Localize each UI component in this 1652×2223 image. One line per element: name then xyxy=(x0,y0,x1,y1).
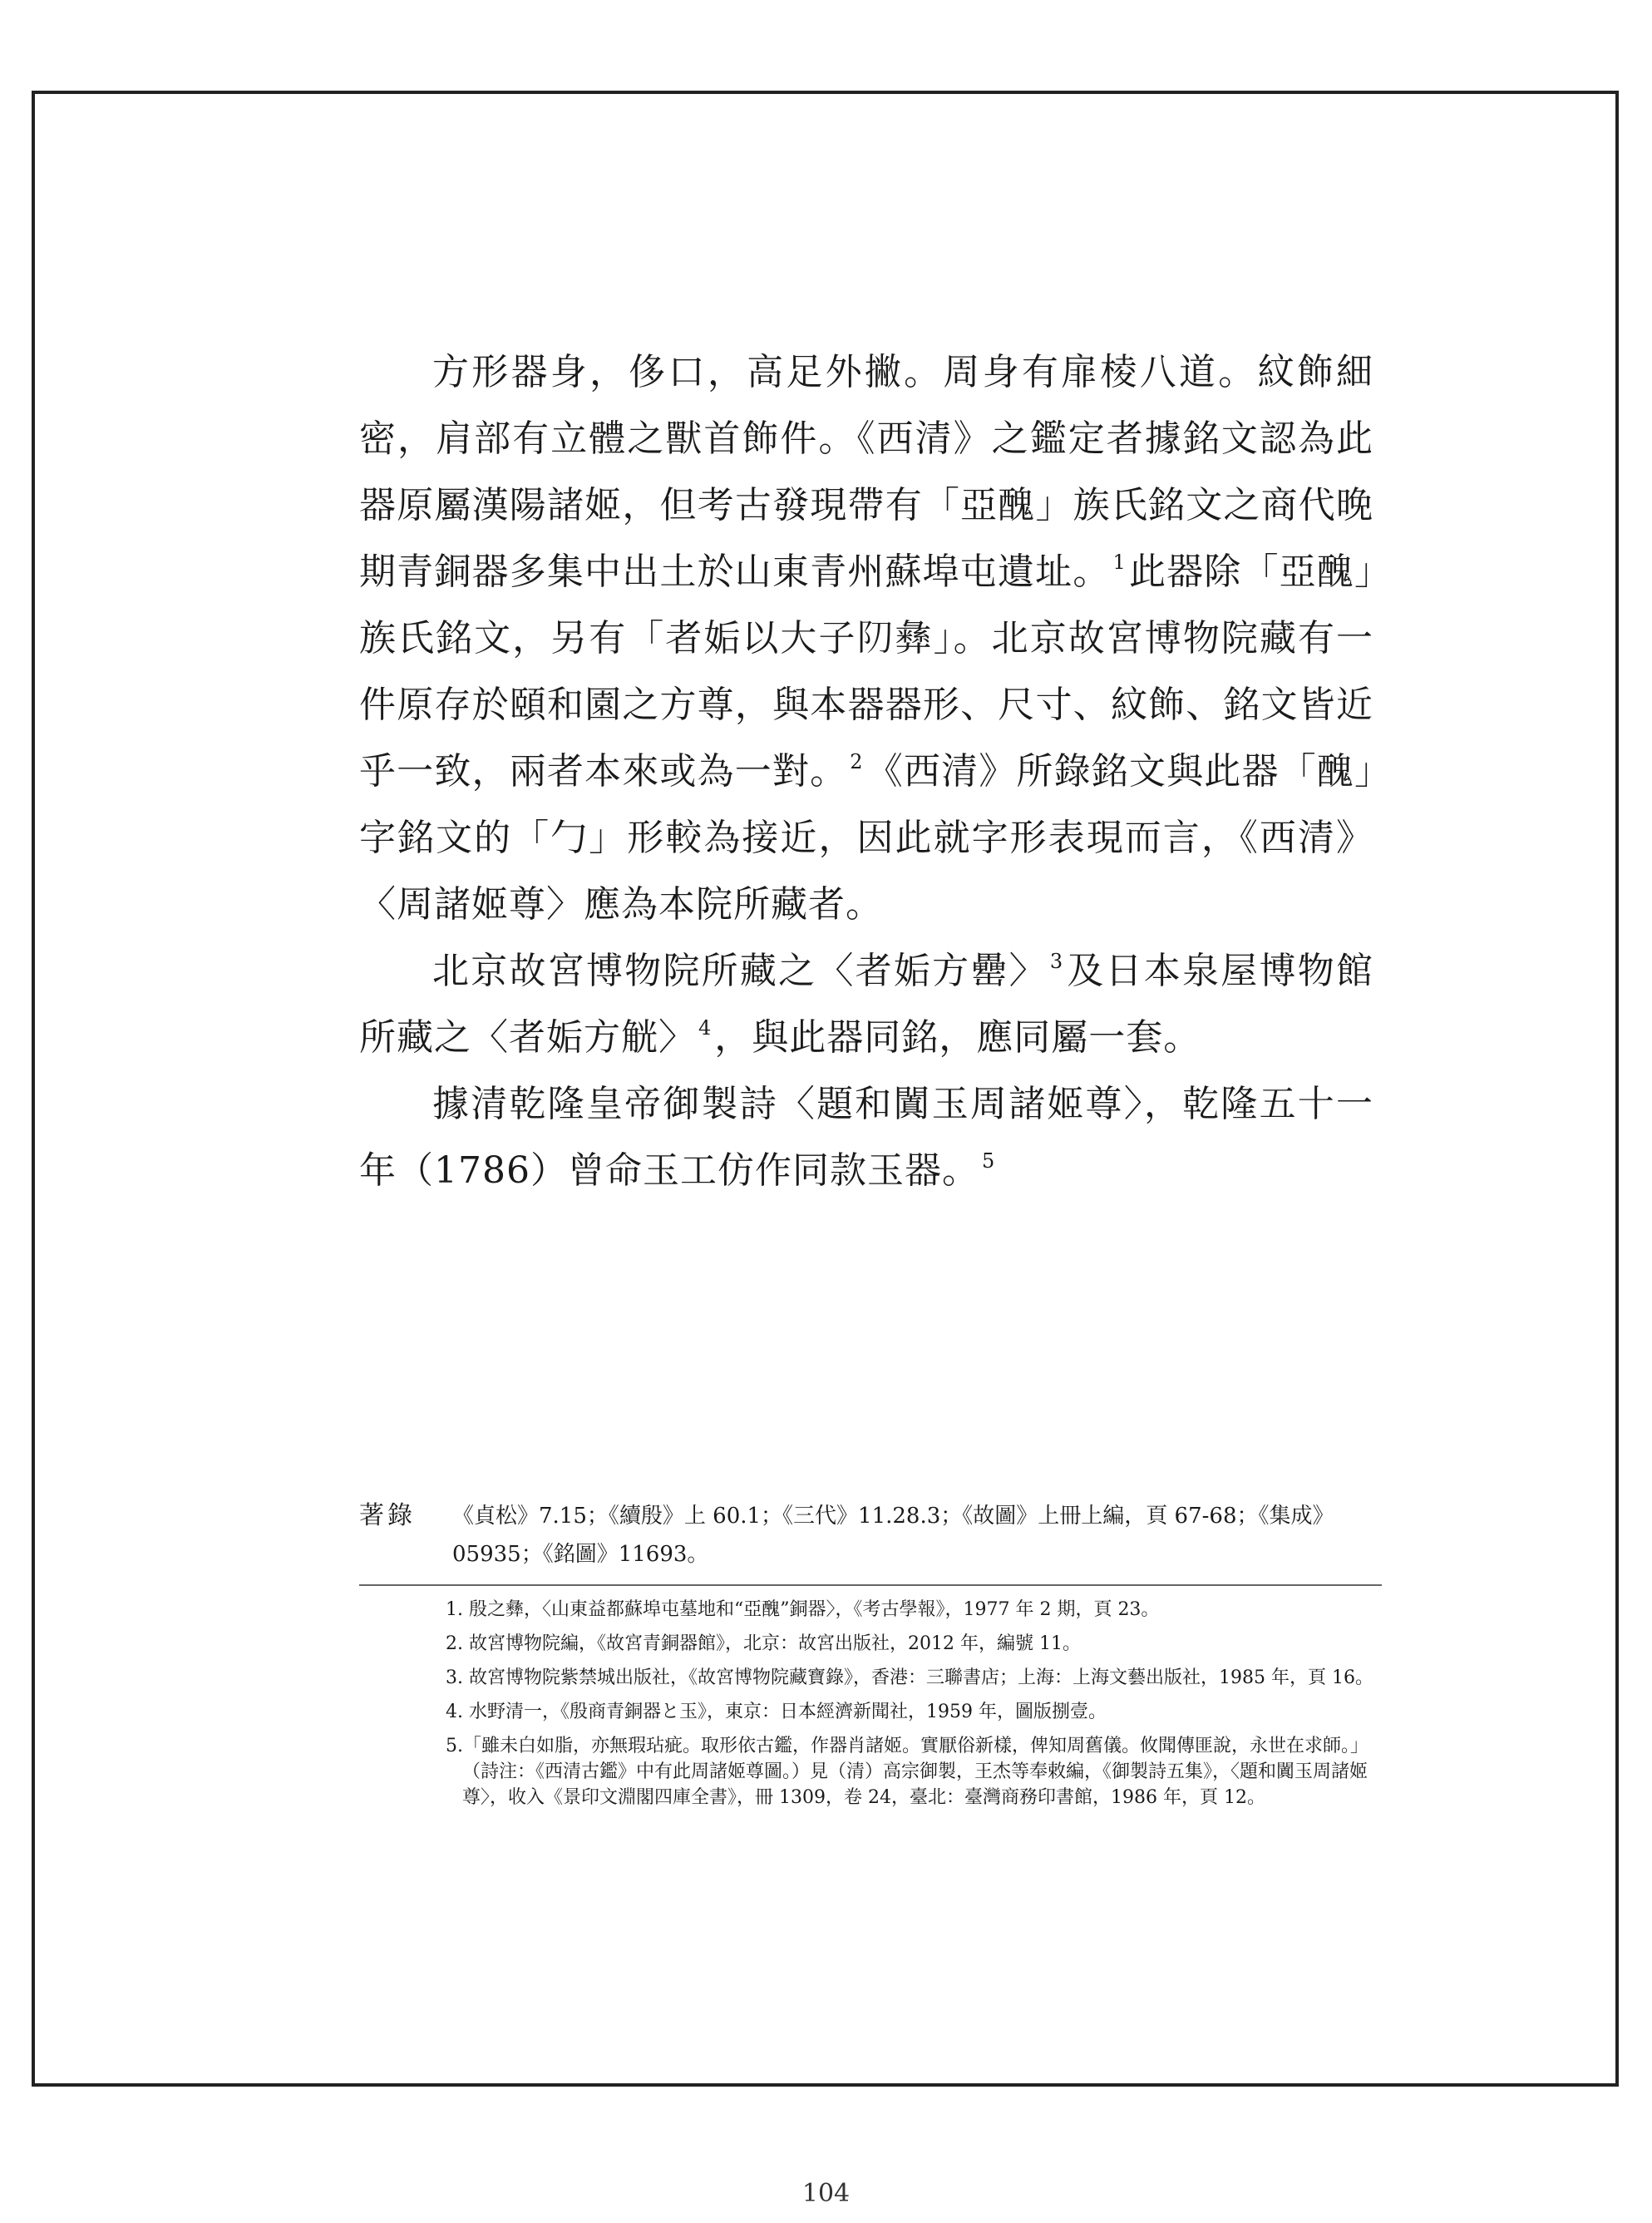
footnote-ref-4[interactable]: 4 xyxy=(698,1016,713,1040)
footnotes-list xyxy=(446,1597,1377,1819)
footnote-ref-5[interactable]: 5 xyxy=(981,1149,996,1173)
paragraph-2-sentence-3: ，與此器同銘，應同屬一套。 xyxy=(714,1016,1201,1059)
footnote-ref-2[interactable]: 2 xyxy=(850,750,864,773)
paragraph-3-sentence-1: 據清乾隆皇帝御製詩〈題和闐玉周諸姬尊〉，乾隆五十一年（1786）曾命玉工仿作同款玉器。 xyxy=(359,1083,1373,1192)
footnote-item: 5.「雖未白如脂，亦無瑕玷疵。取形依古鑑，作器肖諸姬。實厭俗新樣，俾知周舊儀。攸聞傳匪說，永世在求師。」（詩注：《西清古鑑》中有此周諸姬尊圖。）見（清）高宗御製，王杰等奉敕編，《御製詩五集》，〈題和闐玉周諸姬尊〉，收入《景印文淵閣四庫全書》，冊 1309，卷 24，臺北：臺灣商務印書館，1986 年，頁 12。 xyxy=(446,1736,1368,1808)
main-text xyxy=(359,339,1373,1204)
paragraph-1 xyxy=(359,339,1373,938)
catalog-records xyxy=(359,1497,1378,1573)
paragraph-2-sentence-2: 及日本泉屋博物館所藏之〈者姤方觥〉 xyxy=(359,950,1373,1059)
paragraph-1-sentence-1: 方形器身，侈口，高足外撇。周身有扉棱八道。紋飾細密，肩部有立體之獸首飾件。《西清》之鑑定者據銘文認為此器原屬漢陽諸姬，但考古發現帶有「亞醜」族氏銘文之商代晚期青銅器多集中出土於山東青州蘇埠屯遺址。 xyxy=(359,351,1373,593)
paragraph-2-sentence-1: 北京故宮博物院所藏之〈者姤方罍〉 xyxy=(432,950,1048,992)
footnote-item: 1. 殷之彝，〈山東益都蘇埠屯墓地和“亞醜”銅器〉，《考古學報》，1977 年 2 期，頁 23。 xyxy=(446,1599,1160,1620)
records-label: 著錄 xyxy=(359,1501,416,1530)
paragraph-1-sentence-3: 《西清》所錄銘文與此器「醜」字銘文的「勹」形較為接近，因此就字形表現而言，《西清》〈周諸姬尊〉應為本院所藏者。 xyxy=(359,750,1374,926)
footnote-item: 3. 故宮博物院紫禁城出版社，《故宮博物院藏寶錄》，香港：三聯書店；上海：上海文藝出版社，1985 年，頁 16。 xyxy=(446,1667,1373,1688)
footnote-ref-3[interactable]: 3 xyxy=(1049,950,1064,973)
paragraph-2 xyxy=(359,938,1373,1071)
footnote-ref-1[interactable]: 1 xyxy=(1112,551,1127,574)
paragraph-1-sentence-2: 此器除「亞醜」族氏銘文，另有「者姤以大子𨸓彝」。北京故宮博物院藏有一件原存於頤和園之方尊，與本器器形、尺寸、紋飾、銘文皆近乎一致，兩者本來或為一對。 xyxy=(359,551,1374,793)
footnote-divider xyxy=(359,1584,1382,1586)
paragraph-3 xyxy=(359,1071,1373,1204)
records-text: 《貞松》7.15；《續殷》上 60.1；《三代》11.28.3；《故圖》上冊上編，頁 67-68；《集成》05935；《銘圖》11693。 xyxy=(452,1504,1334,1567)
page-number: 104 xyxy=(801,2179,851,2208)
footnote-item: 2. 故宮博物院編，《故宮青銅器館》，北京：故宮出版社，2012 年，編號 11。 xyxy=(446,1633,1081,1654)
footnote-item: 4. 水野清一，《殷商青銅器と玉》，東京：日本經濟新聞社，1959 年，圖版捌壹。 xyxy=(446,1702,1107,1722)
